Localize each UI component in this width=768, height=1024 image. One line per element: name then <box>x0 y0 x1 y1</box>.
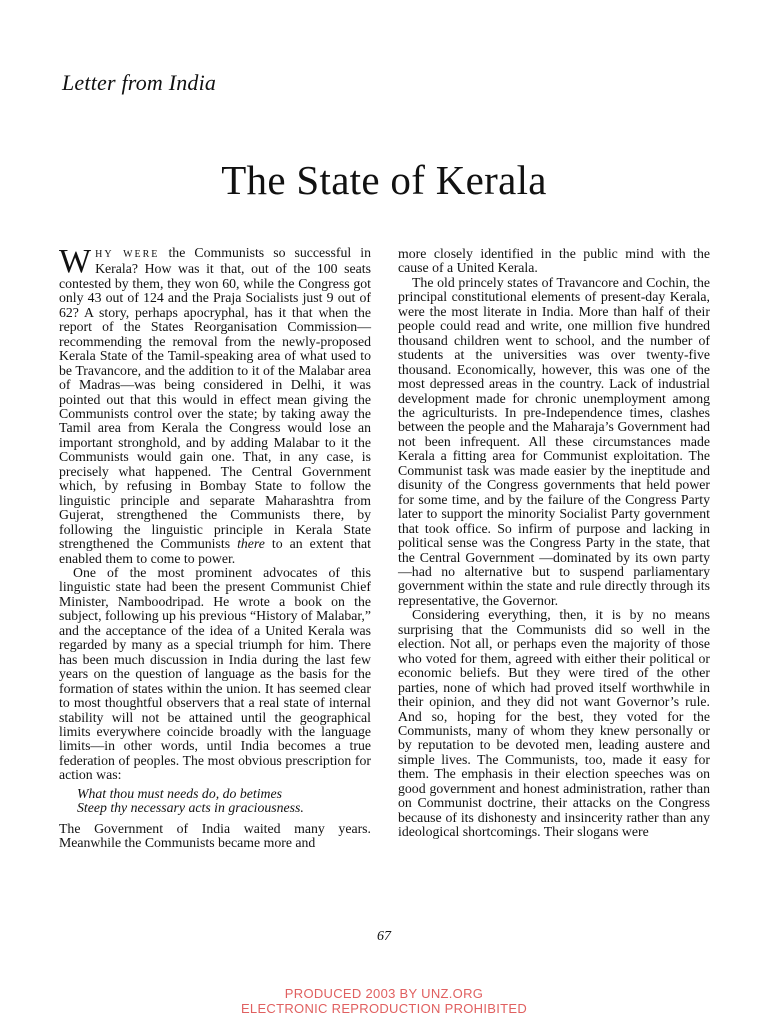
verse-line: What thou must needs do, do betimes <box>77 785 283 801</box>
drop-cap: W <box>59 243 92 280</box>
notice-line: PRODUCED 2003 BY UNZ.ORG <box>284 986 484 1001</box>
emphasis: there <box>237 536 265 552</box>
paragraph: more closely identified in the public mind with the cause of a United Kerala. <box>398 246 710 276</box>
small-caps-lead: HY WERE <box>95 249 160 260</box>
article-column-right <box>398 247 710 840</box>
verse-quote <box>77 787 371 816</box>
paragraph: One of the most prominent advocates of this linguistic state had been the present Communist Chief Minister, Namboodripad. He wrote a book on the subject, following up his previous “History of Malabar,” and the acceptance of the idea of a United Kerala was regarded by many as a special triumph for him. There has been much discussion in India during the last few years on the question of language as the basis for the formation of states within the union. It has seemed clear to most thoughtful observers that a real state of internal stability will not be attained until the geographical limits everywhere coincide broadly with the language limits—in other words, until India becomes a true federation of peoples. The most obvious prescription for action was: <box>59 564 371 783</box>
reproduction-notice <box>0 986 768 1016</box>
paragraph: The Government of India waited many years. Meanwhile the Communists became more and <box>59 820 371 851</box>
notice-line: ELECTRONIC REPRODUCTION PROHIBITED <box>240 1001 528 1016</box>
verse-line: Steep thy necessary acts in graciousness. <box>77 800 304 816</box>
paragraph <box>59 243 372 566</box>
paragraph: The old princely states of Travancore and Cochin, the principal constitutional elements of present-day Kerala, were the most literate in India. More than half of their people could read and write, one million five hundred thousand children went to school, and the number of students at the universities was over twenty-five thousand. Economically, however, this was one of the most depressed areas in the country. Lack of industrial development made for chronic unemployment among the agriculturists. In pre-Independence times, clashes between the people and the Maharaja’s Government had not been infrequent. All these circumstances made Kerala a fitting area for Communist exploitation. The Communist task was made easier by the ineptitude and disunity of the Congress governments that held power for some time, and by the failure of the Congress Party later to support the minority Socialist Party government that took office. So infirm of purpose and lacking in political sense was the Congress Party in the state, that the Central Government —dominated by its own party—had no alternative but to suspend parliamentary government within the state and rule directly through its representative, the Governor. <box>398 274 710 608</box>
article-column-left <box>59 243 372 851</box>
section-kicker: Letter from India <box>62 70 217 95</box>
article-title: The State of Kerala <box>221 157 547 203</box>
paragraph-text: the Communists so successful in Kerala? How was it that, out of the 100 seats contested by them, they won 60, while the Congress got only 43 out of 124 and the Praja Socialists just 9 out of 62? A story, perhaps apocryphal, has it that when the report of the States Reorganisation Commission—recommending the removal from the newly-proposed Kerala State of the Tamil-speaking area of what used to be Travancore, and the addition to it of the Malabar area of Madras—was being considered in Delhi, it was pointed out that this would in effect mean giving the Communists control over the state; by taking away the Tamil area from Kerala the Congress would lose an important stronghold, and by adding Malabar to it the Communists would gain one. That, in any case, is precisely what happened. The Central Government which, by refusing in Bombay State to follow the linguistic principle and separate Maharashtra from Gujerat, strengthened the Communists there, by following the linguistic principle in Kerala State strengthened the Communists <box>59 245 371 552</box>
paragraph-text: to an extent that enabled them to come to power. <box>59 536 372 566</box>
page-number: 67 <box>377 929 391 944</box>
paragraph: Considering everything, then, it is by no means surprising that the Communists did so well in the election. Not all, or perhaps even the majority of those who voted for them, agreed with either their political or economic beliefs. But they were tired of the other parties, none of which had proved itself worthwhile in their opinion, and they did not want Governor’s rule. And so, hoping for the best, they voted for the Communists, many of whom they knew personally or by reputation to be devoted men, leading austere and simple lives. The Communists, too, made it easy for them. The emphasis in their election speeches was on good government and honest administration, rather than on Communist doctrine, their attacks on the Congress because of its dishonesty and insincerity rather than any ideological shortcomings. Their slogans were <box>398 607 710 840</box>
